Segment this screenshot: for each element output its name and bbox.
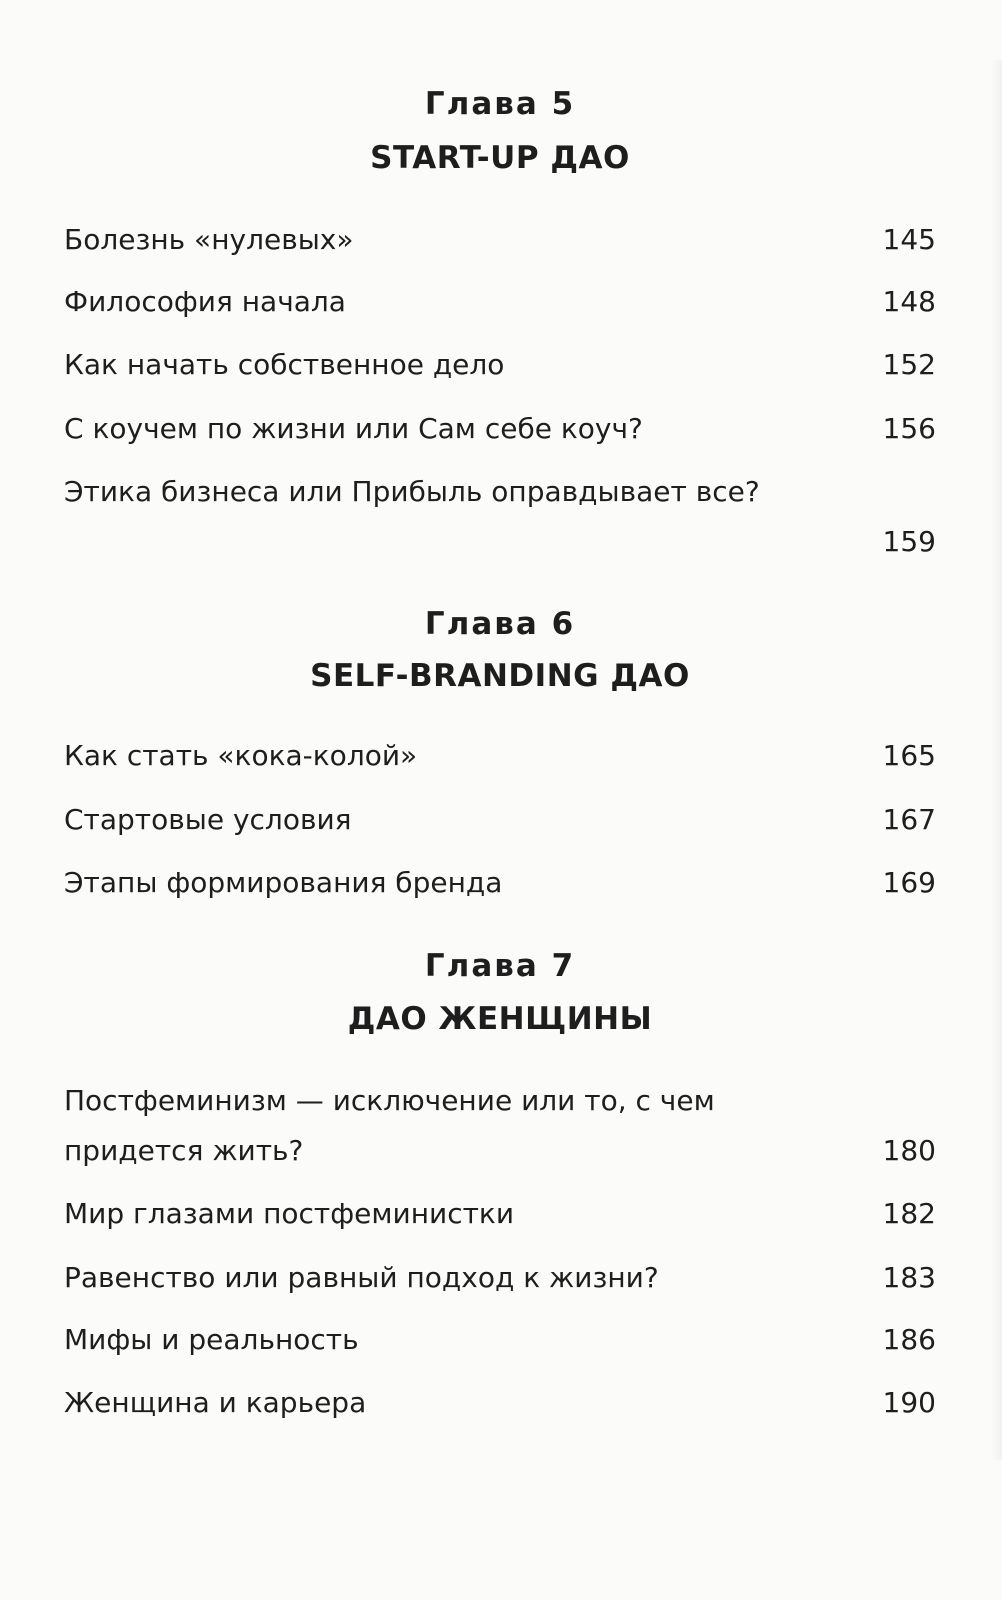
chapter-5-title: START-UP ДАО: [370, 140, 630, 176]
toc-entry-title: Этапы формирования бренда: [64, 866, 503, 899]
toc-entry: [64, 1317, 936, 1363]
toc-entry: [64, 217, 936, 263]
toc-entry: [64, 406, 936, 452]
toc-entry: [64, 467, 936, 567]
toc-entry-page: 186: [882, 1323, 936, 1356]
toc-entry-page: 169: [882, 866, 936, 899]
toc-entry-title: Философия начала: [64, 285, 346, 318]
toc-entry-page: 167: [882, 803, 936, 836]
toc-entry: [64, 797, 936, 843]
toc-entry-title: Мифы и реальность: [64, 1323, 359, 1356]
toc-entry-title: Женщина и карьера: [64, 1386, 367, 1419]
toc-entry-page: 182: [882, 1197, 936, 1230]
chapter-5-heading: Глава 5: [424, 86, 576, 122]
toc-entry-page: 152: [882, 348, 936, 381]
chapter-7-title: ДАО ЖЕНЩИНЫ: [347, 1001, 653, 1037]
toc-entry-title: Как стать «кока-колой»: [64, 739, 418, 772]
toc-entry-title: Этика бизнеса или Прибыль оправдывает все?: [64, 475, 760, 508]
toc-entry-page: 148: [882, 285, 936, 318]
toc-entry-title: Болезнь «нулевых»: [64, 223, 354, 256]
toc-entry-page: 190: [882, 1386, 936, 1419]
toc-entry-page: 145: [882, 223, 936, 256]
chapter-6-title: SELF-BRANDING ДАО: [310, 658, 690, 694]
toc-entry-page: 165: [882, 739, 936, 772]
toc-entry-title: Как начать собственное дело: [64, 348, 505, 381]
toc-entry-page: 180: [882, 1134, 936, 1167]
toc-entry-title: Равенство или равный подход к жизни?: [64, 1261, 659, 1294]
toc-entry: [64, 1255, 936, 1301]
toc-entry-title: Стартовые условия: [64, 803, 352, 836]
toc-entry: [64, 1191, 936, 1237]
chapter-7-heading: Глава 7: [424, 948, 576, 984]
toc-entry: [64, 279, 936, 325]
toc-entry: [64, 733, 936, 779]
chapter-6-heading: Глава 6: [424, 606, 576, 642]
toc-entry: [64, 1076, 936, 1176]
toc-entry-title: Постфеминизм — исключение или то, с чем придется жить?: [64, 1084, 715, 1167]
toc-entry: [64, 1380, 936, 1426]
toc-entry: [64, 860, 936, 906]
page-edge-shadow: [990, 60, 1002, 1460]
toc-entry: [64, 342, 936, 388]
toc-entry-page: 159: [882, 525, 936, 558]
toc-entry-title: Мир глазами постфеминистки: [64, 1197, 515, 1230]
toc-entry-page: 156: [882, 412, 936, 445]
toc-entry-title: С коучем по жизни или Сам себе коуч?: [64, 412, 643, 445]
toc-entry-page: 183: [882, 1261, 936, 1294]
